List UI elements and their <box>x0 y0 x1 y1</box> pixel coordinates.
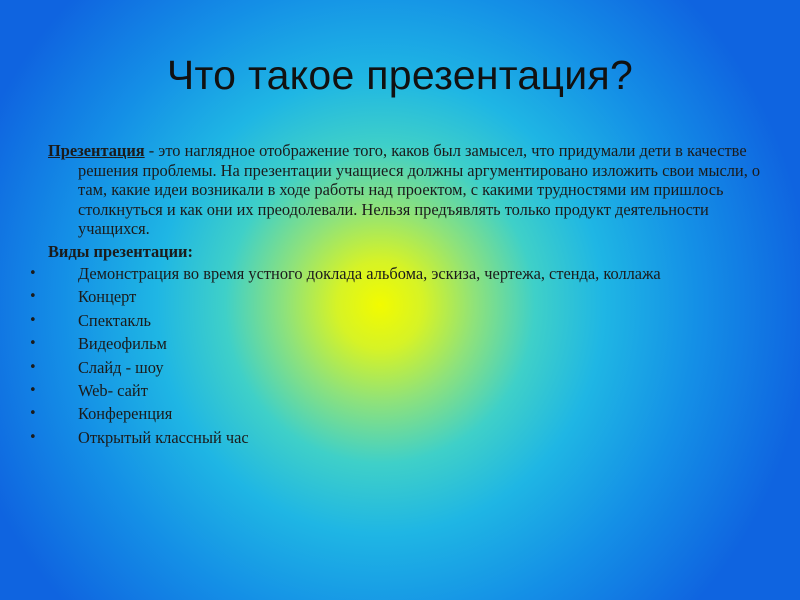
kinds-list <box>29 264 763 447</box>
list-item-text: Демонстрация во время устного доклада альбома, эскиза, чертежа, стенда, коллажа <box>78 264 661 283</box>
bullet-icon: • <box>29 336 37 352</box>
kinds-heading: Виды презентации: <box>48 241 193 261</box>
list-item <box>29 404 763 424</box>
list-item-text: Web- сайт <box>78 380 148 400</box>
list-item <box>29 310 763 331</box>
list-item <box>29 287 763 307</box>
intro-text: - это наглядное отображение того, каков был замысел, что придумали дети в качестве решения проблемы. На презентации учащиеся должны аргументировано изложить свои мысли, о там, какие идеи возникали в ходе работы над проектом, с какими трудностями им пришлось столкнуться и как они их преодолевали. Нельзя предъявлять только продукт деятельности учащихся. <box>78 141 761 238</box>
list-item-text: Видеофильм <box>78 334 167 354</box>
bullet-icon: • <box>29 289 37 305</box>
list-item-text: Слайд - шоу <box>78 357 164 377</box>
intro-term: Презентация <box>48 141 145 160</box>
list-item <box>29 264 763 284</box>
intro-paragraph <box>48 141 763 239</box>
bullet-icon: • <box>29 406 37 422</box>
list-item <box>29 357 763 378</box>
list-item-text: Спектакль <box>78 310 151 330</box>
bullet-icon: • <box>29 429 37 445</box>
list-item <box>29 380 763 401</box>
list-item-text: Концерт <box>78 287 137 307</box>
bullet-icon: • <box>29 266 37 281</box>
list-item <box>29 427 763 448</box>
bullet-icon: • <box>29 312 37 328</box>
bullet-icon: • <box>29 359 37 375</box>
list-item <box>29 334 763 354</box>
slide-title: Что такое презентация? <box>166 52 634 98</box>
bullet-icon: • <box>29 382 37 398</box>
slide-body <box>29 141 763 451</box>
list-item-text: Конференция <box>78 404 173 424</box>
list-item-text: Открытый классный час <box>78 427 249 447</box>
